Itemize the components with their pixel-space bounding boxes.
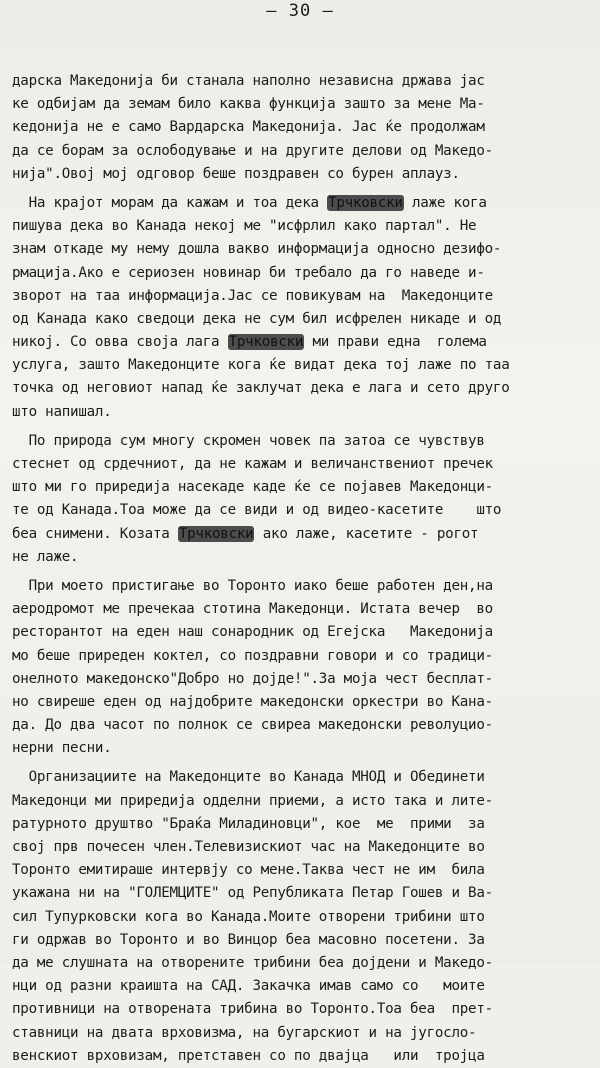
paragraph: [12, 192, 596, 424]
text-line: [12, 262, 596, 285]
text-line: [12, 882, 596, 905]
text-line: [12, 453, 596, 476]
text-segment: услуга, зашто Македонците кога ќе видат дека тој лаже по таа: [12, 357, 510, 374]
text-line: [12, 238, 596, 261]
text-line: [12, 116, 596, 139]
text-line: [12, 354, 596, 377]
text-segment: Организациите на Македонците во Канада МНОД и Обединети: [12, 769, 485, 786]
text-segment: нци од разни краишта на САД. Закачка имав само со моите: [12, 978, 485, 995]
highlighted-name: Трчковски: [178, 525, 254, 542]
text-segment: нија".Овој мој одговор беше поздравен со бурен аплауз.: [12, 165, 460, 182]
text-segment: знам откаде му нему дошла вакво информација односно дезифо-: [12, 241, 502, 258]
text-segment: ги одржав во Торонто и во Винцор беа масовно посетени. За: [12, 931, 485, 948]
text-segment: стеснет од срдечниот, да не кажам и величанствениот пречек: [12, 456, 493, 472]
text-segment: противници на отворената трибина во Торонто.Тоа беа прет-: [12, 1001, 493, 1018]
highlighted-name: Трчковски: [228, 334, 304, 351]
text-segment: На крајот морам да кажам и тоа дека: [12, 194, 328, 211]
text-segment: По природа сум многу скромен човек па затоа се чувствув: [12, 432, 485, 449]
paragraph: [12, 575, 596, 761]
text-line: [12, 813, 596, 836]
text-line: [12, 575, 596, 598]
text-segment: нерни песни.: [12, 740, 112, 757]
text-segment: лаже кога: [403, 194, 487, 211]
text-segment: Торонто емитираше интервју со мене.Таква чест не им била: [12, 862, 485, 879]
text-segment: да. До два часот по полнок се свиреа македонски револуцио-: [12, 717, 493, 734]
text-line: [12, 215, 596, 238]
paragraph: [12, 70, 596, 186]
text-segment: сил Тупурковски кога во Канада.Моите отворени трибини што: [12, 908, 485, 925]
text-segment: што напишал.: [12, 403, 112, 420]
text-segment: но свиреше еден од најдобрите македонски оркестри во Кана-: [12, 693, 493, 710]
text-segment: аеродромот ме пречекаа стотина Македонци. Истата вечер во: [12, 601, 493, 618]
text-segment: те од Канада.Тоа може да се види и од видео-касетите што: [12, 502, 502, 519]
text-line: [12, 737, 596, 760]
text-segment: Македонци ми приредија одделни приеми, а исто така и лите-: [12, 792, 493, 809]
text-line: [12, 691, 596, 714]
paragraph: [12, 766, 596, 1067]
page-number: – 30 –: [266, 1, 334, 21]
text-segment: никој. Со овва своја лага: [12, 334, 228, 351]
text-line: [12, 377, 596, 400]
text-line: [12, 859, 596, 882]
text-segment: пишува дека во Канада некој ме "исфрлил како партал". Не: [12, 218, 477, 235]
text-segment: ми прави една голема: [304, 334, 487, 351]
text-line: [12, 70, 596, 93]
text-segment: свој прв почесен член.Телевизискиот час на Македонците во: [12, 839, 485, 855]
text-segment: зворот на таа информација.Јас се повикувам на Македонците: [12, 287, 493, 304]
text-segment: ке одбијам да земам било каква функција зашто за мене Ма-: [12, 96, 485, 113]
text-line: [12, 836, 596, 859]
text-line: [12, 192, 596, 215]
text-segment: ресторантот на еден наш сонародник од Егејска Македонија: [12, 624, 493, 641]
text-line: [12, 140, 596, 163]
text-segment: ставници на двата врховизма, на бугарскиот и на југосло-: [12, 1024, 477, 1041]
text-line: [12, 430, 596, 453]
text-segment: ако лаже, касетите - рогот: [254, 525, 479, 542]
text-segment: кедонија не е само Вардарска Македонија. Јас ќе продолжам: [12, 119, 485, 136]
paragraph: [12, 430, 596, 569]
text-segment: не лаже.: [12, 548, 79, 565]
text-segment: дарска Македонија би станала наполно независна држава јас: [12, 73, 485, 89]
text-segment: венскиот врховизам, претставен со по двајца или тројца: [12, 1047, 485, 1064]
highlighted-name: Трчковски: [328, 194, 403, 211]
text-line: [12, 645, 596, 668]
text-line: [12, 331, 596, 354]
text-line: [12, 1022, 596, 1045]
text-segment: да се борам за ослободување и на другите делови од Македо-: [12, 142, 493, 159]
text-line: [12, 929, 596, 952]
body-text: [12, 70, 596, 1068]
text-segment: ратурното друштво "Браќа Миладиновци", кое ме прими за: [12, 815, 485, 832]
text-segment: беа снимени. Козата: [12, 525, 178, 542]
text-segment: мо беше приреден коктел, со поздравни говори и со традици-: [12, 647, 493, 664]
text-line: [12, 285, 596, 308]
text-segment: точка од неговиот напад ќе заклучат дека е лага и сето друго: [12, 380, 510, 397]
text-line: [12, 546, 596, 569]
text-line: [12, 93, 596, 116]
text-line: [12, 499, 596, 522]
text-segment: рмација.Ако е сериозен новинар би требало да го наведе и-: [12, 264, 485, 281]
text-line: [12, 1045, 596, 1068]
text-segment: При моето пристигање во Торонто иако беше работен ден,на: [12, 577, 493, 594]
text-segment: онелното македонско"Добро но дојде!".За моја чест бесплат-: [12, 670, 493, 687]
text-line: [12, 621, 596, 644]
text-line: [12, 906, 596, 929]
text-line: [12, 790, 596, 813]
text-line: [12, 401, 596, 424]
text-line: [12, 308, 596, 331]
text-segment: да ме слушната на отворените трибини беа дојдени и Македо-: [12, 954, 493, 971]
text-line: [12, 998, 596, 1021]
text-segment: од Канада како сведоци дека не сум бил исфрелен никаде и од: [12, 310, 502, 327]
text-segment: што ми го приредија насекаде каде ќе се појавев Македонци-: [12, 479, 493, 496]
text-line: [12, 975, 596, 998]
text-line: [12, 598, 596, 621]
text-line: [12, 163, 596, 186]
text-segment: укажана ни на "ГОЛЕМЦИТЕ" од Републиката Петар Гошев и Ва-: [12, 885, 493, 902]
text-line: [12, 668, 596, 691]
text-line: [12, 523, 596, 546]
text-line: [12, 476, 596, 499]
text-line: [12, 714, 596, 737]
text-line: [12, 766, 596, 789]
